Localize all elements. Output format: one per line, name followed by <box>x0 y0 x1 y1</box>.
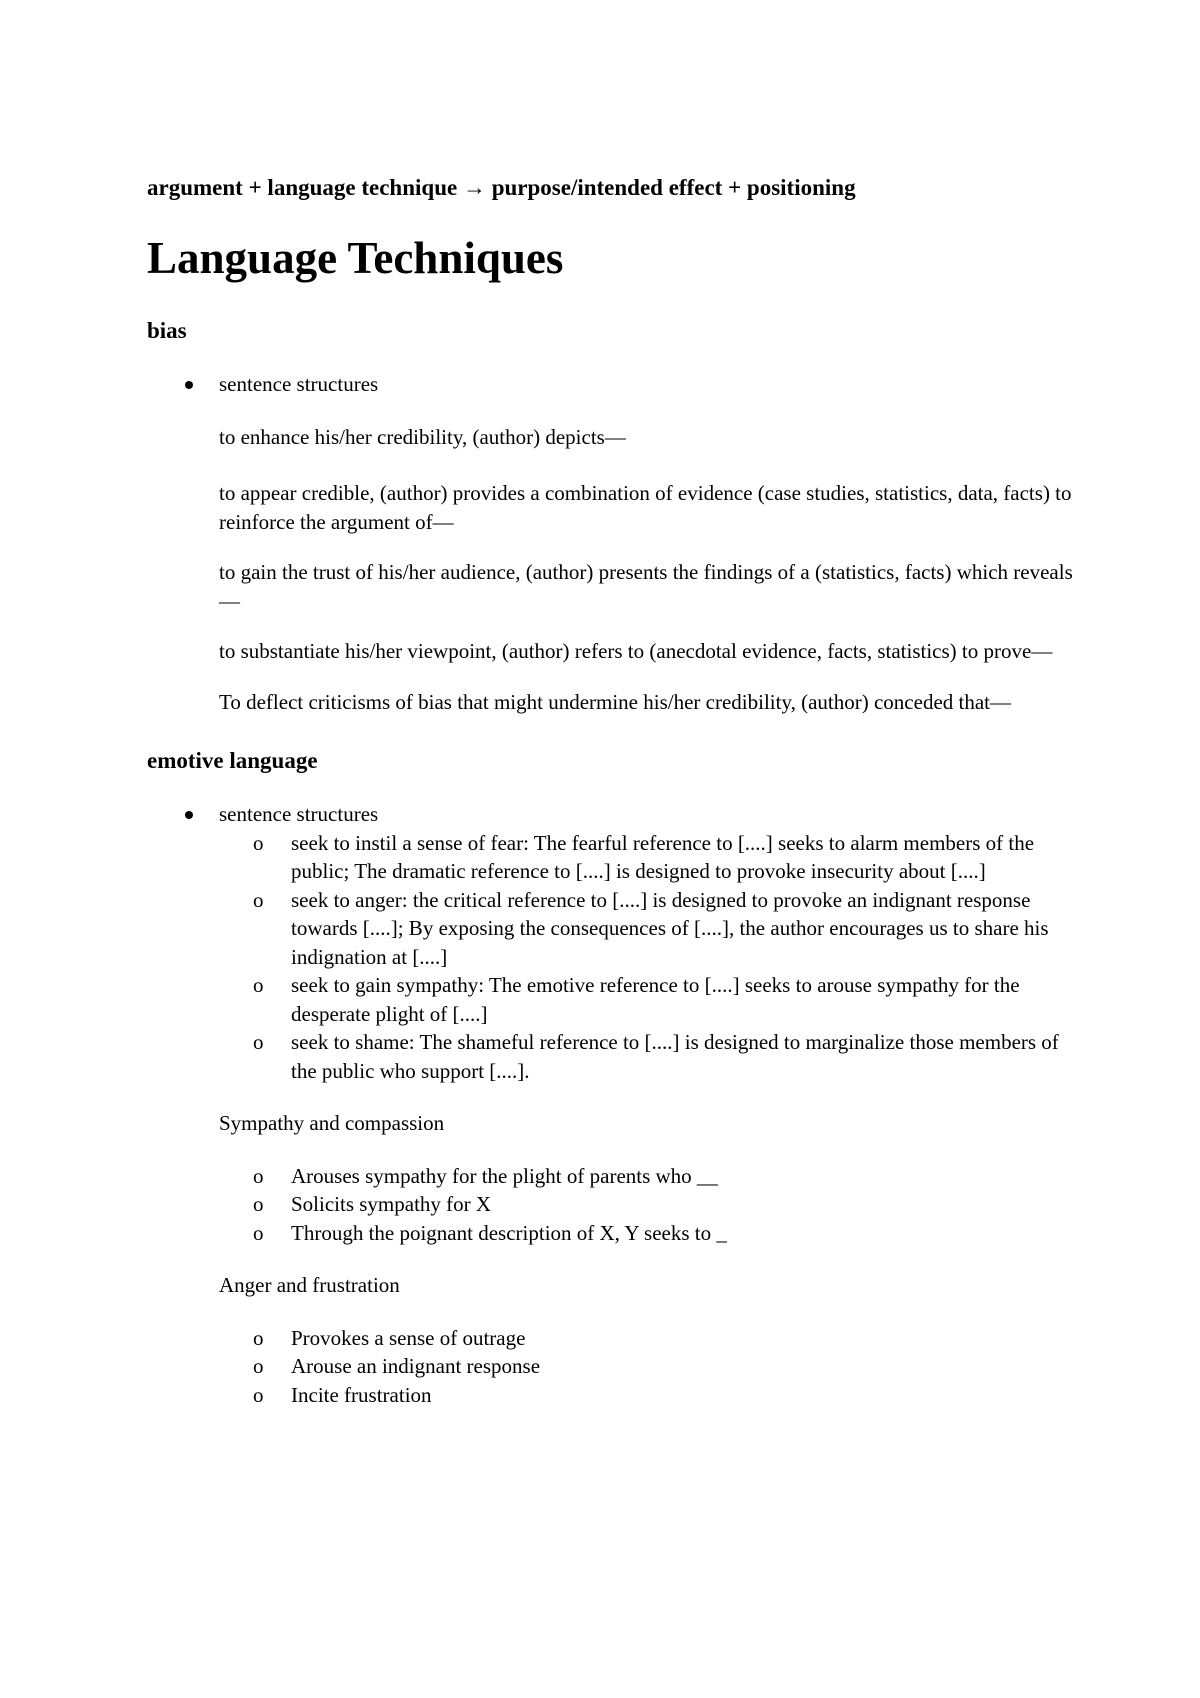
emotive-sub-item: o seek to instil a sense of fear: The fearful reference to [....] seeks to alarm members of the public; The dramatic reference to [....] is designed to provoke insecurity about [....] <box>291 829 1087 886</box>
anger-label: Anger and frustration <box>219 1273 400 1297</box>
anger-item: o Arouse an indignant response <box>291 1352 1087 1381</box>
bias-paragraph: To deflect criticisms of bias that might undermine his/her credibility, (author) conceded that— <box>219 689 1012 714</box>
emotive-section <box>147 800 1087 1409</box>
emotive-bullet-list <box>147 800 1087 1085</box>
sympathy-label: Sympathy and compassion <box>219 1111 445 1135</box>
sympathy-item: o Solicits sympathy for X <box>291 1190 1087 1219</box>
heading-bias: bias <box>147 318 187 343</box>
emotive-sub-list <box>219 829 1087 1086</box>
anger-item: o Incite frustration <box>291 1381 1087 1410</box>
anger-item: o Provokes a sense of outrage <box>291 1324 1087 1353</box>
emotive-bullet-sentence-structures <box>219 800 1087 1085</box>
document-page <box>147 172 1087 1409</box>
sympathy-list <box>147 1162 1087 1248</box>
bias-paragraph: to enhance his/her credibility, (author) depicts— <box>219 424 626 449</box>
bias-section <box>147 370 1087 716</box>
sympathy-item: o Arouses sympathy for the plight of parents who __ <box>291 1162 1087 1191</box>
bias-bullet-list <box>147 370 1087 399</box>
emotive-sub-item: o seek to shame: The shameful reference to [....] is designed to marginalize those members of the public who support [....]. <box>291 1028 1087 1085</box>
heading-emotive-language: emotive language <box>147 748 318 773</box>
anger-list <box>147 1324 1087 1410</box>
bias-paragraph: to gain the trust of his/her audience, (author) presents the findings of a (statistics, facts) which reveals— <box>219 560 1073 613</box>
bias-bullet-sentence-structures: sentence structures <box>219 370 1087 399</box>
emotive-sub-item: o seek to gain sympathy: The emotive reference to [....] seeks to arouse sympathy for the desperate plight of [....] <box>291 971 1087 1028</box>
emotive-bullet-label: sentence structures <box>219 802 379 826</box>
formula-line: argument + language technique → purpose/intended effect + positioning <box>147 175 856 200</box>
emotive-sub-item: o seek to anger: the critical reference to [....] is designed to provoke an indignant response towards [....]; By exposing the consequences of [....], the author encourages us to share his indignation at [....] <box>291 886 1087 972</box>
page-title: Language Techniques <box>147 233 564 283</box>
bias-paragraph: to appear credible, (author) provides a combination of evidence (case studies, statistics, data, facts) to reinforce the argument of— <box>219 481 1072 534</box>
sympathy-item: o Through the poignant description of X, Y seeks to _ <box>291 1219 1087 1248</box>
bias-paragraph: to substantiate his/her viewpoint, (author) refers to (anecdotal evidence, facts, statistics) to prove— <box>219 639 1053 663</box>
